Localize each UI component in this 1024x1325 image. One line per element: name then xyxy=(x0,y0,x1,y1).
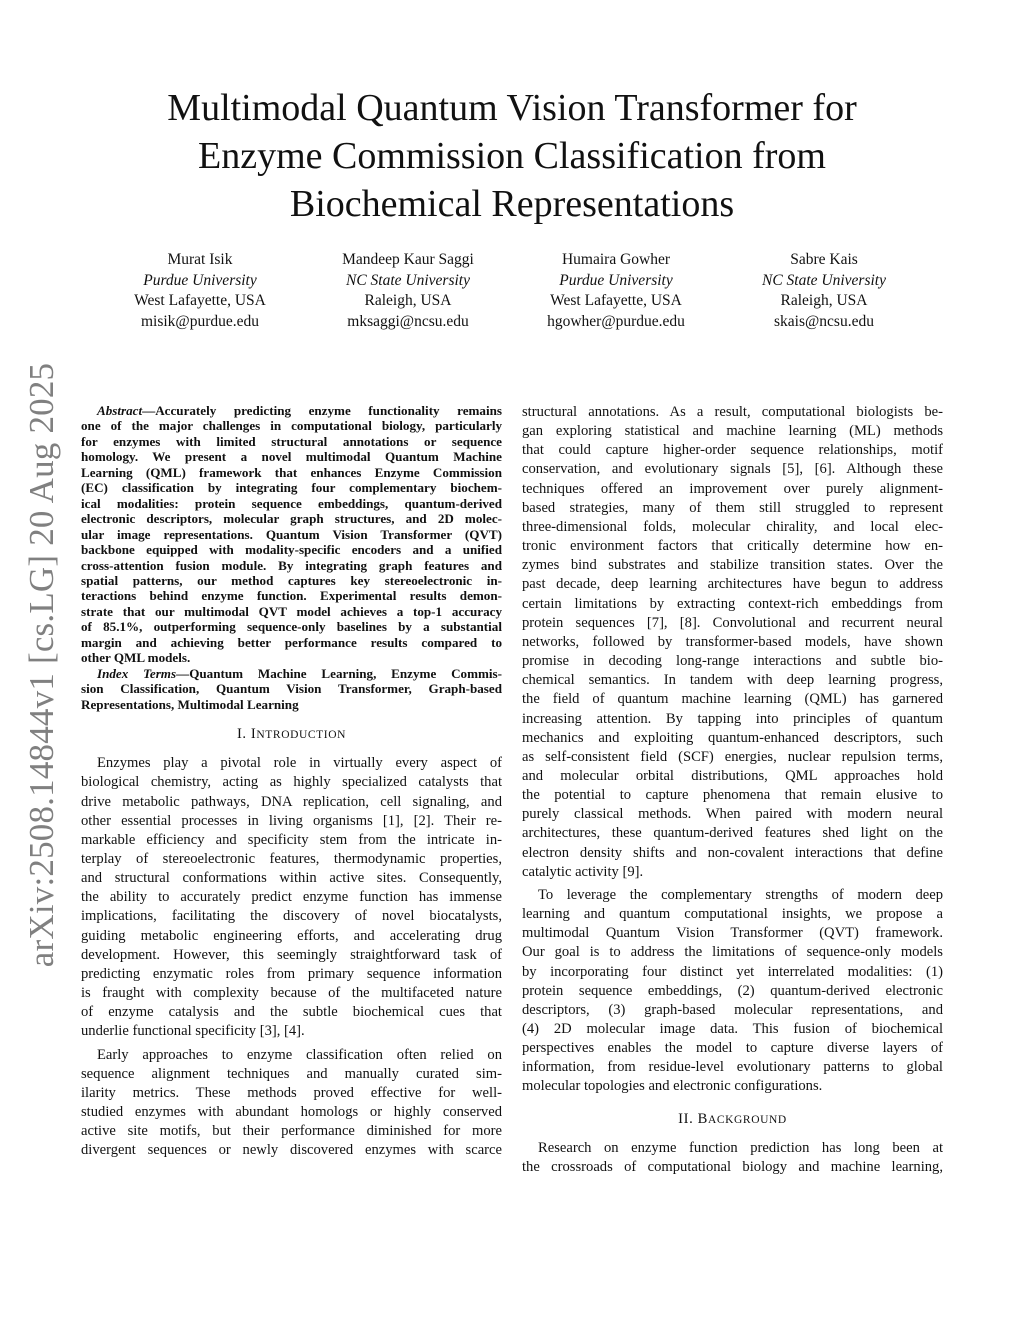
author-block xyxy=(516,250,716,332)
section-title-rest: ACKGROUND xyxy=(707,1113,787,1126)
intro-paragraph-2 xyxy=(81,1046,502,1161)
text-line: implications, facilitating the discovery of novel biocatalysts, xyxy=(81,908,502,925)
abstract-line: other QML models. xyxy=(81,650,191,666)
text-line: mechanics and exploiting quantum-enhanced descriptors, such xyxy=(522,729,943,746)
abstract-line: teractions behind enzyme function. Experimental results demon- xyxy=(81,588,502,604)
intro-paragraph-3 xyxy=(522,403,943,882)
author-name: Mandeep Kaur Saggi xyxy=(342,251,474,268)
text-line: conservation, and evolutionary signals [5], [6]. Although these xyxy=(522,461,943,478)
author-affiliation: NC State University xyxy=(762,271,886,289)
text-line: development. However, this seemingly straightforward task of xyxy=(81,946,502,963)
text-line: certain limitations by extracting context-rich embeddings from xyxy=(522,595,943,612)
author-location: West Lafayette, USA xyxy=(134,292,266,310)
title-line: Multimodal Quantum Vision Transformer for xyxy=(167,87,857,129)
author-name: Murat Isik xyxy=(167,251,233,268)
text-line: studied enzymes with abundant homologs or highly conserved xyxy=(81,1104,502,1121)
text-line: Enzymes play a pivotal role in virtually every aspect of xyxy=(97,755,502,772)
abstract-line: (EC) classification by integrating four complementary biochem- xyxy=(81,480,502,496)
author-affiliation: NC State University xyxy=(346,271,470,289)
text-line: the potential to capture phenomena that remain elusive to xyxy=(522,787,943,804)
text-line: predicting enzymatic roles from primary sequence information xyxy=(81,965,502,982)
intro-paragraph-4 xyxy=(522,886,943,1097)
abstract-line: homology. We present a novel multimodal Quantum Machine xyxy=(81,449,502,465)
abstract-line: cross-attention fusion module. By integrating graph features and xyxy=(81,557,502,573)
text-line: To leverage the complementary strengths of modern deep xyxy=(538,886,943,903)
index-terms-line: sion Classification, Quantum Vision Transformer, Graph-based xyxy=(81,681,502,697)
text-line: protein sequence embeddings, (2) quantum-derived electronic xyxy=(522,982,943,999)
abstract-line: of 85.1%, outperforming sequence-only baselines by a substantial xyxy=(81,619,502,635)
author-email[interactable]: skais@ncsu.edu xyxy=(774,312,874,330)
text-line: past decade, deep learning architectures have begun to address xyxy=(522,576,943,593)
author-email[interactable]: misik@purdue.edu xyxy=(140,312,260,330)
right-column xyxy=(522,403,943,1177)
abstract-line: spatial patterns, our method captures key stereoelectronic in- xyxy=(81,572,502,588)
text-line: and molecular orbital distributions, QML approaches hold xyxy=(522,767,943,784)
text-line: sequence alignment techniques and manually curated sim- xyxy=(81,1065,502,1082)
text-line: molecular topologies and electronic configurations. xyxy=(522,1078,823,1095)
author-location: West Lafayette, USA xyxy=(550,292,682,310)
text-line: information, from residue-level evolutionary patterns to global xyxy=(522,1059,943,1076)
author-block xyxy=(724,250,924,332)
abstract-line: for enzymes with limited structural annotations or sequence xyxy=(81,433,502,449)
author-name: Sabre Kais xyxy=(790,251,858,268)
arxiv-id-text: arXiv:2508.14844v1 [cs.LG] 20 Aug 2025 xyxy=(22,362,62,968)
text-line: active site motifs, but their performance diminished for more xyxy=(81,1123,502,1140)
text-line: chemical semantics. In tandem with deep learning progress, xyxy=(522,672,943,689)
text-line: descriptors, (3) graph-based molecular representations, and xyxy=(522,1001,943,1018)
intro-paragraph-1 xyxy=(81,754,502,1041)
arxiv-watermark xyxy=(18,362,66,968)
text-line: protein sequences [7], [8]. Convolutional and recurrent neural xyxy=(522,614,943,631)
text-line: Our goal is to address the limitations of sequence-only models xyxy=(522,944,943,961)
author-location: Raleigh, USA xyxy=(780,292,868,310)
text-line: underlie functional specificity [3], [4]. xyxy=(81,1023,305,1040)
text-line: by incorporating four distinct yet interrelated modalities: (1) xyxy=(522,963,943,980)
section-title-rest: NTRODUCTION xyxy=(256,729,347,742)
text-line: the crossroads of computational biology and machine learning, xyxy=(522,1158,943,1175)
abstract-line xyxy=(81,403,502,418)
abstract-line: ical modalities: protein sequence embeddings, quantum-derived xyxy=(81,495,502,511)
text-line: that could capture higher-order sequence relationships, motif xyxy=(522,442,943,459)
author-email[interactable]: mksaggi@ncsu.edu xyxy=(347,312,469,330)
text-line: ilarity metrics. These methods proved effective for well- xyxy=(81,1084,502,1101)
text-line: three-dimensional folds, molecular chirality, and local elec- xyxy=(522,518,943,535)
text-line: architectures, these quantum-derived features shed light on the xyxy=(522,825,943,842)
section-heading-background xyxy=(522,1110,943,1130)
text-line: multimodal Quantum Vision Transformer (QVT) framework. xyxy=(522,925,943,942)
section-numeral: I. xyxy=(236,726,247,743)
text-line: drive metabolic pathways, DNA replication, cell signaling, and xyxy=(81,793,502,810)
text-line: markable efficiency and specificity stem from the intricate in- xyxy=(81,831,502,848)
section-title-initial: B xyxy=(697,1110,708,1127)
text-line: is fraught with complexity because of the multifaceted nature xyxy=(81,985,502,1002)
author-name: Humaira Gowher xyxy=(561,251,671,268)
text-line: of enzyme catalysis and the subtle biochemical cues that xyxy=(81,1004,502,1021)
abstract-line: electronic descriptors, molecular graph structures, and 2D molec- xyxy=(81,511,502,527)
section-heading-introduction xyxy=(81,725,502,745)
author-affiliation: Purdue University xyxy=(143,271,257,289)
author-affiliation: Purdue University xyxy=(559,271,673,289)
text-line: zymes bind substrates and stabilize transition states. Over the xyxy=(522,557,943,574)
abstract-label: Abstract xyxy=(97,403,143,418)
text-line: promise in decoding long-range interactions and subtle bio- xyxy=(522,653,943,670)
text-line: electron density shifts and non-covalent interactions that define xyxy=(522,844,943,861)
text-line: purely classical methods. When paired with modern neural xyxy=(522,806,943,823)
text-line: as self-consistent field (SCF) energies, nuclear repulsion terms, xyxy=(522,748,943,765)
author-email[interactable]: hgowher@purdue.edu xyxy=(547,312,685,330)
text-line: gan exploring statistical and machine learning (ML) methods xyxy=(522,423,943,440)
abstract-line: margin and achieving better performance results compared to xyxy=(81,634,502,650)
left-column xyxy=(81,403,502,1161)
text-line: the field of quantum machine learning (QML) has garnered xyxy=(522,691,943,708)
author-location: Raleigh, USA xyxy=(364,292,452,310)
text-line: (4) 2D molecular image data. This fusion of biochemical xyxy=(522,1021,943,1037)
abstract-line: strate that our multimodal QVT model achieves a top-1 accuracy xyxy=(81,603,502,619)
background-paragraph-1 xyxy=(522,1139,943,1177)
text-line: Early approaches to enzyme classification often relied on xyxy=(97,1046,502,1063)
section-title-initial: I xyxy=(250,726,257,743)
index-terms-line xyxy=(81,666,502,681)
abstract-line: Learning (QML) framework that enhances Enzyme Commission xyxy=(81,464,502,480)
author-list xyxy=(100,250,924,332)
text-line: catalytic activity [9]. xyxy=(522,863,644,880)
text-line: networks, followed by transformer-based models, have shown xyxy=(522,633,943,650)
section-numeral: II. xyxy=(678,1110,694,1127)
text-line: learning and quantum computational insights, we propose a xyxy=(522,906,943,923)
author-block xyxy=(100,250,300,332)
abstract xyxy=(81,403,502,712)
text-line: guiding metabolic engineering efforts, and accelerating drug xyxy=(81,927,502,944)
title-line: Biochemical Representations xyxy=(289,183,735,225)
abstract-line: one of the major challenges in computational biology, particularly xyxy=(81,418,502,434)
index-terms-label: Index Terms xyxy=(97,665,177,681)
text-line: structural annotations. As a result, computational biologists be- xyxy=(522,404,943,420)
text-line: and structural conformations within active sites. Consequently, xyxy=(81,870,502,887)
text-line: other essential processes in living organisms [1], [2]. Their re- xyxy=(81,812,502,829)
text-line: based strategies, many of them still struggled to represent xyxy=(522,499,943,516)
text-line: terplay of stereoelectronic features, thermodynamic properties, xyxy=(81,851,502,867)
author-block xyxy=(308,250,508,332)
text-line: Research on enzyme function prediction has long been at xyxy=(538,1139,943,1156)
text-line: perspectives enables the model to capture diverse layers of xyxy=(522,1040,943,1057)
text-line: the ability to accurately predict enzyme function has immense xyxy=(81,889,502,906)
text-line: biological chemistry, acting as highly specialized catalysts that xyxy=(81,774,502,791)
text-line: increasing attention. By tapping into principles of quantum xyxy=(522,710,943,727)
index-terms-text: —Quantum Machine Learning, Enzyme Commis- xyxy=(176,665,502,681)
abstract-line: ular image representations. Quantum Vision Transformer (QVT) xyxy=(81,526,502,542)
abstract-line: backbone equipped with modality-specific encoders and a unified xyxy=(81,542,502,558)
index-terms-line: Representations, Multimodal Learning xyxy=(81,696,299,712)
text-line: tronic environment factors that critically determine how en- xyxy=(522,538,943,555)
abstract-text: —Accurately predicting enzyme functionality remains xyxy=(142,403,502,418)
text-line: divergent sequences or newly discovered enzymes with scarce xyxy=(81,1142,502,1159)
text-line: techniques offered an improvement over purely alignment- xyxy=(522,480,943,497)
paper-title xyxy=(80,84,944,228)
title-line: Enzyme Commission Classification from xyxy=(198,135,826,177)
